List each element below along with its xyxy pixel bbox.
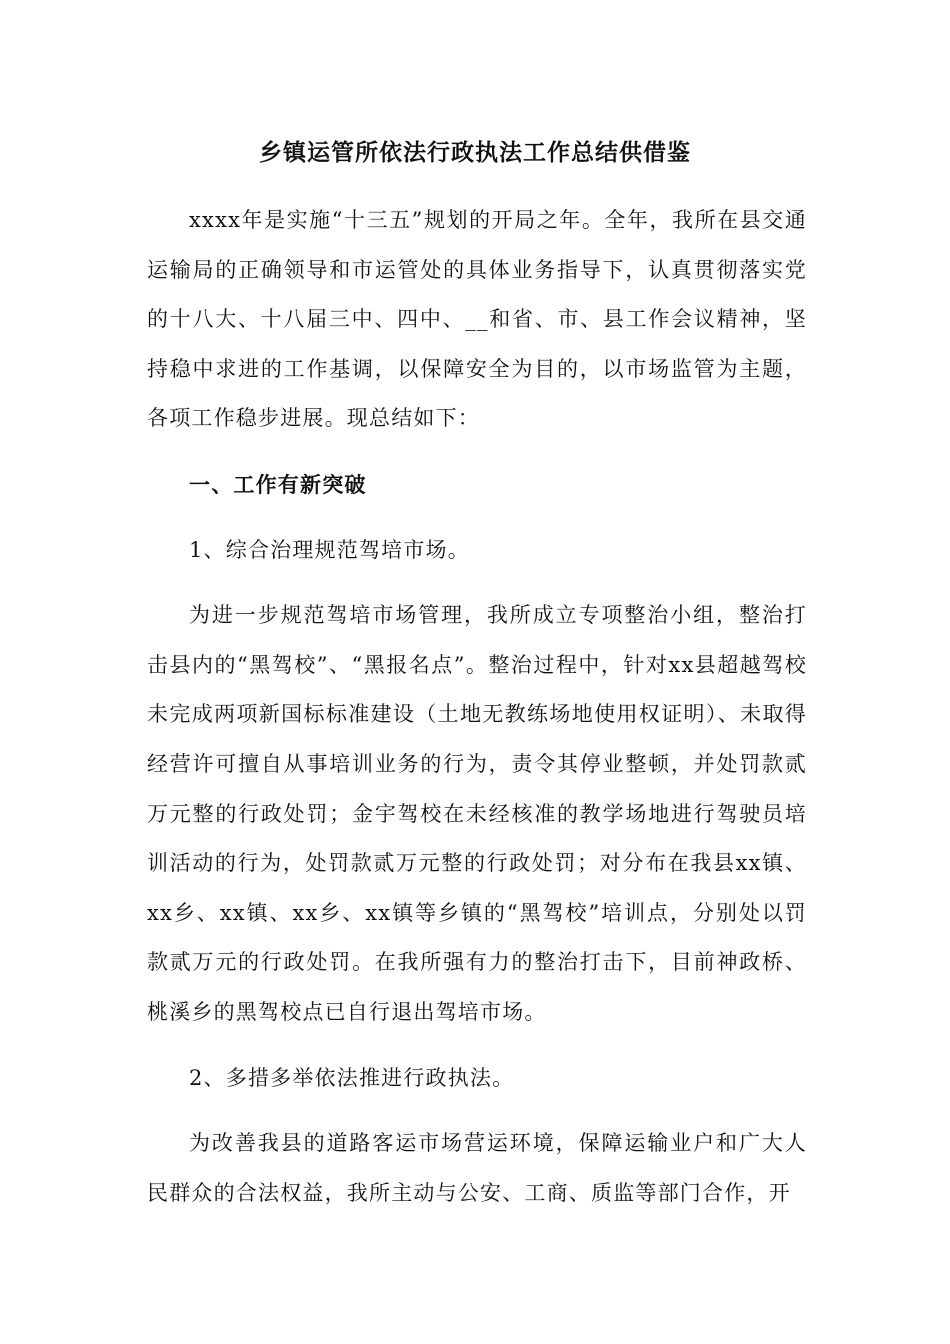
document-body xyxy=(147,196,807,1218)
item-heading: 2、多措多举依法推进行政执法。 xyxy=(189,1065,515,1090)
spacer xyxy=(147,1103,807,1119)
document-title: 乡镇运管所依法行政执法工作总结供借鉴 xyxy=(259,139,691,166)
item-heading: 1、综合治理规范驾培市场。 xyxy=(189,537,470,562)
item-paragraph: 为改善我县的道路客运市场营运环境，保障运输业户和广大人民群众的合法权益，我所主动与公安、工商、质监等部门合作，开 xyxy=(147,1131,807,1205)
spacer xyxy=(147,575,807,591)
spacer xyxy=(147,444,807,460)
intro-paragraph: xxxx年是实施“十三五”规划的开局之年。全年，我所在县交通运输局的正确领导和市运管处的具体业务指导下，认真贯彻落实党的十八大、十八届三中、四中、__和省、市、县工作会议精神，坚持稳中求进的工作基调，以保障安全为目的，以市场监管为主题，各项工作稳步进展。现总结如下： xyxy=(147,208,807,431)
spacer xyxy=(147,1038,807,1054)
section-heading: 一、工作有新突破 xyxy=(189,471,367,497)
spacer xyxy=(147,510,807,526)
item-paragraph: 为进一步规范驾培市场管理，我所成立专项整治小组，整治打击县内的“黑驾校”、“黑报名点”。整治过程中，针对xx县超越驾校未完成两项新国标标准建设（土地无教练场地使用权证明）、未取得经营许可擅自从事培训业务的行为，责令其停业整顿，并处罚款贰万元整的行政处罚；金宇驾校在未经核准的教学场地进行驾驶员培训活动的行为，处罚款贰万元整的行政处罚；对分布在我县xx镇、xx乡、xx镇、xx乡、xx镇等乡镇的“黑驾校”培训点，分别处以罚款贰万元的行政处罚。在我所强有力的整治打击下，目前神政桥、桃溪乡的黑驾校点已自行退出驾培市场。 xyxy=(147,603,807,1024)
